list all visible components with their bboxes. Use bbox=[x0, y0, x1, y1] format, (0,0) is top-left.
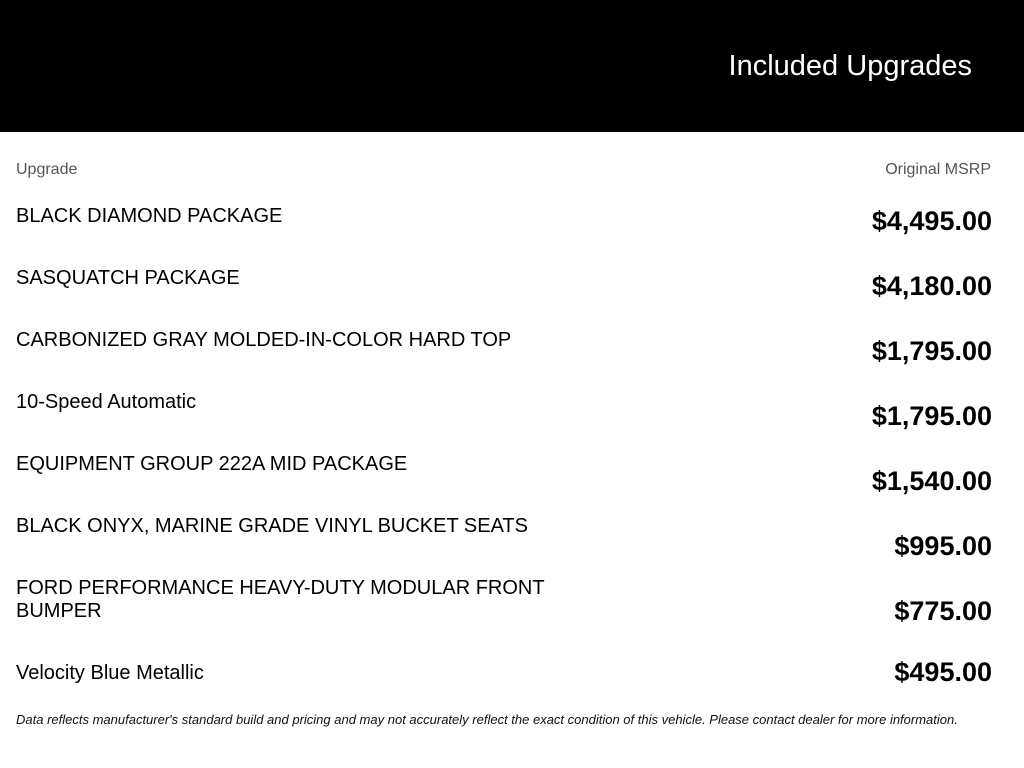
list-item bbox=[16, 453, 992, 515]
list-item bbox=[16, 329, 992, 391]
upgrade-price: $1,540.00 bbox=[871, 466, 992, 496]
upgrade-name: BLACK DIAMOND PACKAGE bbox=[16, 205, 283, 227]
disclaimer-text: Data reflects manufacturer's standard build and pricing and may not accurately reflect the exact condition of this vehicle. Please contact dealer for more information. bbox=[16, 712, 958, 727]
header-banner bbox=[0, 0, 1024, 132]
upgrade-price: $495.00 bbox=[894, 657, 992, 687]
list-item bbox=[16, 267, 992, 329]
upgrade-price: $4,180.00 bbox=[871, 271, 992, 301]
upgrade-name: FORD PERFORMANCE HEAVY-DUTY MODULAR FRONT BUMPER bbox=[16, 577, 545, 622]
upgrade-price: $1,795.00 bbox=[871, 401, 992, 431]
column-header-msrp: Original MSRP bbox=[885, 161, 991, 178]
upgrade-price: $775.00 bbox=[894, 596, 992, 626]
upgrade-name: CARBONIZED GRAY MOLDED-IN-COLOR HARD TOP bbox=[16, 329, 512, 351]
upgrade-price: $1,795.00 bbox=[871, 336, 992, 366]
list-item bbox=[16, 205, 992, 267]
upgrade-name: BLACK ONYX, MARINE GRADE VINYL BUCKET SEATS bbox=[16, 515, 528, 537]
upgrade-name: Velocity Blue Metallic bbox=[16, 662, 204, 684]
list-item bbox=[16, 577, 992, 647]
upgrade-name: EQUIPMENT GROUP 222A MID PACKAGE bbox=[16, 453, 408, 475]
upgrade-name: SASQUATCH PACKAGE bbox=[16, 267, 240, 289]
list-item bbox=[16, 515, 992, 577]
list-item bbox=[16, 391, 992, 453]
upgrade-price: $995.00 bbox=[894, 531, 992, 561]
column-header-upgrade: Upgrade bbox=[16, 161, 78, 178]
upgrade-name: 10-Speed Automatic bbox=[16, 391, 197, 413]
page-title: Included Upgrades bbox=[728, 50, 972, 82]
upgrade-price: $4,495.00 bbox=[871, 206, 992, 236]
